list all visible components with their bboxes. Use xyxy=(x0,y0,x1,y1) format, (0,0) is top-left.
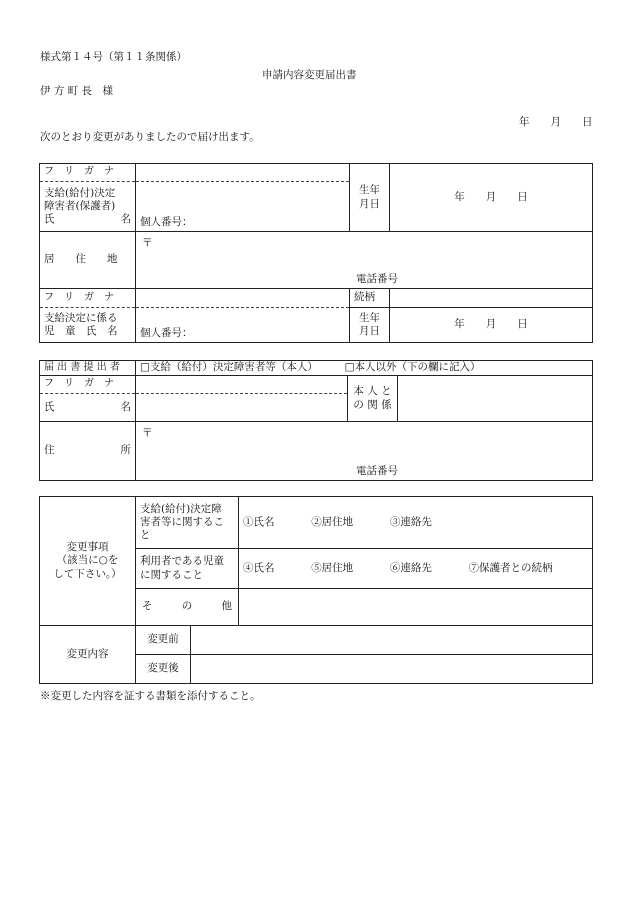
submitter-furigana-label: フ リ ガ ナ xyxy=(40,376,136,394)
submitter-phone-label: 電話番号 xyxy=(356,465,398,477)
birthdate-label: 生年 月日 xyxy=(350,164,390,232)
submitter-address-label: 住 所 xyxy=(40,422,136,481)
other-field[interactable] xyxy=(239,589,593,626)
recipient-info-table xyxy=(39,163,593,343)
form-title: 申請内容変更届出書 xyxy=(262,69,357,81)
group2-options xyxy=(239,549,593,589)
group1-options xyxy=(239,497,593,549)
address-field[interactable] xyxy=(136,232,593,289)
child-furigana-label: フ リ ガ ナ xyxy=(40,289,136,308)
after-label: 変更後 xyxy=(136,655,191,684)
submission-date: 年 月 日 xyxy=(519,116,593,128)
address-label: 居 住 地 xyxy=(40,232,136,289)
relationship-label: 本 人 と の 関 係 xyxy=(348,376,398,422)
option-child-contact[interactable]: ⑥連絡先 xyxy=(389,561,432,574)
relation-field[interactable] xyxy=(390,289,593,308)
group1-label: 支給(給付)決定障 害者等に関するこ と xyxy=(136,497,239,549)
option-child-residence[interactable]: ⑤居住地 xyxy=(311,561,354,574)
submitter-table xyxy=(39,360,593,481)
submitter-address-field[interactable] xyxy=(136,422,593,481)
birthdate-field[interactable]: 年 月 日 xyxy=(390,164,593,232)
before-label: 変更前 xyxy=(136,626,191,655)
before-field[interactable] xyxy=(191,626,593,655)
other-label: そ の 他 xyxy=(136,589,239,626)
child-mynumber-label: 個人番号： xyxy=(140,326,193,339)
option-other-checkbox[interactable]: □本人以外（下の欄に記入） xyxy=(344,361,481,374)
option-recipient-residence[interactable]: ②居住地 xyxy=(311,515,354,528)
option-child-guardian-relation[interactable]: ⑦保護者との続柄 xyxy=(468,561,553,574)
child-birthdate-label: 生年 月日 xyxy=(350,308,390,343)
relation-label: 続柄 xyxy=(350,289,390,308)
addressee: 伊 方 町 長 様 xyxy=(40,85,114,97)
submitter-name-label: 氏 名 xyxy=(40,394,136,422)
furigana-label: フ リ ガ ナ xyxy=(40,164,136,182)
option-recipient-name[interactable]: ①氏名 xyxy=(243,515,275,528)
option-self-checkbox[interactable]: □支給（給付）決定障害者等（本人） xyxy=(140,361,318,374)
after-field[interactable] xyxy=(191,655,593,684)
submitter-furigana-field[interactable] xyxy=(136,376,348,394)
child-birthdate-field[interactable]: 年 月 日 xyxy=(390,308,593,343)
submitter-name-field[interactable] xyxy=(136,394,348,422)
postal-mark: 〒 xyxy=(142,237,153,249)
child-name-label: 支給決定に係る 児 童 氏 名 xyxy=(40,308,136,343)
relationship-field[interactable] xyxy=(398,376,593,422)
child-furigana-field[interactable] xyxy=(136,289,350,308)
option-recipient-contact[interactable]: ③連絡先 xyxy=(389,515,432,528)
submitter-label: 届 出 書 提 出 者 xyxy=(40,361,136,376)
submitter-postal-mark: 〒 xyxy=(142,427,153,439)
recipient-name-label: 支給(給付)決定 障害者(保護者) 氏 名 xyxy=(40,182,136,232)
form-number: 様式第１４号（第１１条関係） xyxy=(40,51,187,63)
mynumber-label: 個人番号： xyxy=(140,215,193,228)
recipient-name-field[interactable] xyxy=(136,182,350,232)
change-details-table xyxy=(39,496,593,684)
submitter-options xyxy=(136,361,593,376)
furigana-field[interactable] xyxy=(136,164,350,182)
intro-text: 次のとおり変更がありましたので届け出ます。 xyxy=(40,131,260,143)
change-content-label: 変更内容 xyxy=(40,626,136,684)
option-child-name[interactable]: ④氏名 xyxy=(243,561,275,574)
change-items-label: 変更事項 （該当に○を して下さい。） xyxy=(40,497,136,626)
group2-label: 利用者である児童 に関すること xyxy=(136,549,239,589)
child-name-field[interactable] xyxy=(136,308,350,343)
footer-note: ※変更した内容を証する書類を添付すること。 xyxy=(40,690,261,702)
phone-label: 電話番号 xyxy=(356,273,398,285)
